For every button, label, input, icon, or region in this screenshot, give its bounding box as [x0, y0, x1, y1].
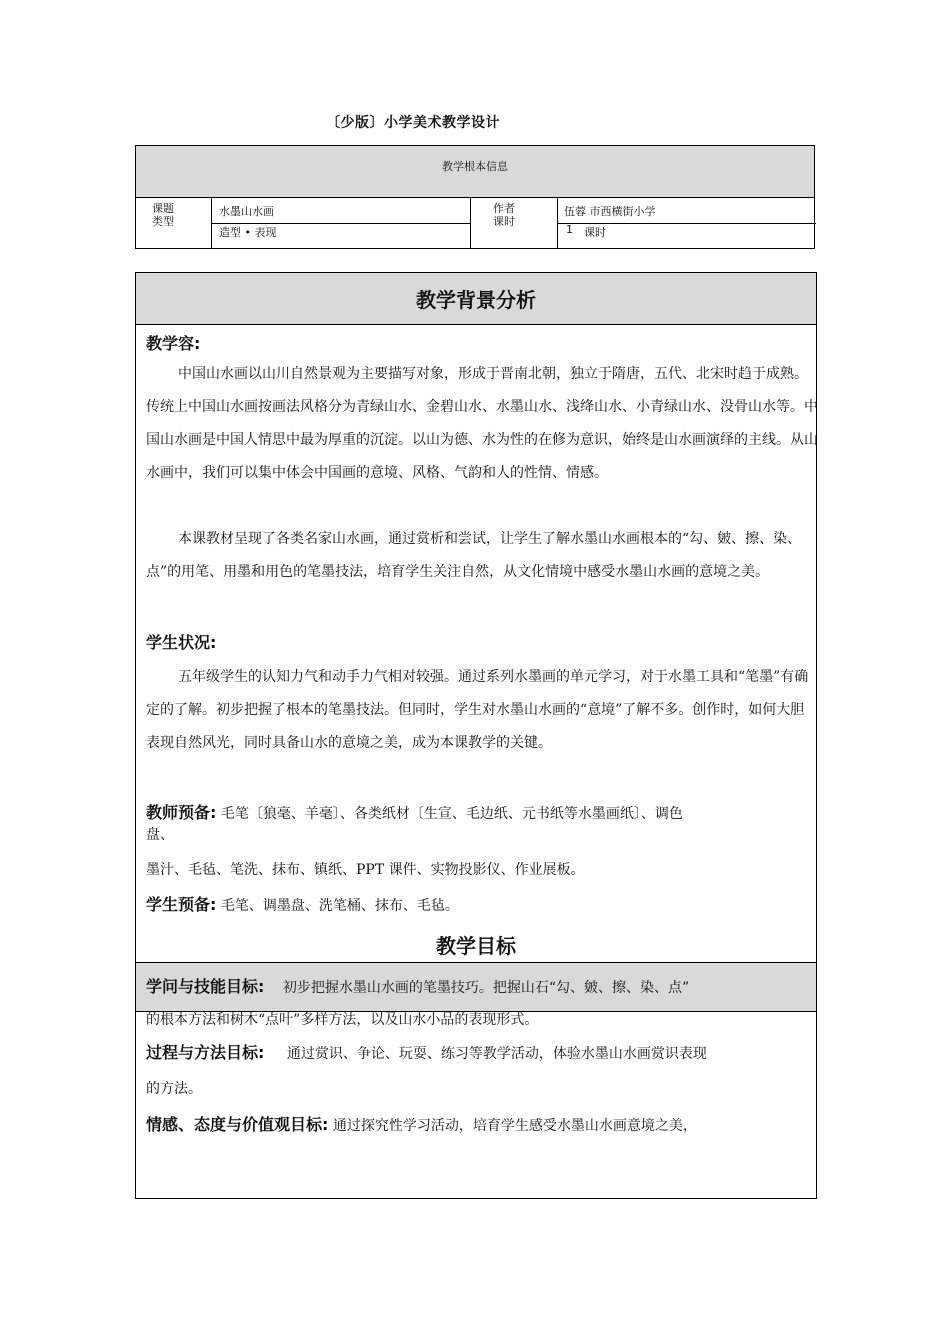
students-paragraph: 五年级学生的认知力气和动手力气相对较强。通过系列水墨画的单元学习，对于水墨工具和“笔墨”有确定的了解。初步把握了根本的笔墨技法。但同时，学生对水墨山水画的“意境”了解不多。创作时，如何大胆表现自然风光，同时具备山水的意境之美，成为本课教学的关键。 [146, 669, 809, 751]
student-prep-label: 学生预备: [146, 895, 217, 914]
author-value: 伍蓉 市西横街小学 [564, 205, 656, 218]
period-count: 1 [566, 223, 573, 236]
type-label: 类型 [152, 215, 174, 228]
emotion-goal [146, 1112, 697, 1135]
info-table [135, 145, 815, 249]
teacher-prep-line-2: 墨汁、毛毡、笔洗、抹布、镇纸、PPT 课件、实物投影仪、作业展板。 [146, 862, 585, 878]
process-goal-line-1: 通过赏识、争论、玩耍、练习等教学活动，体验水墨山水画赏识表现 [286, 1046, 707, 1062]
teacher-prep-line-1: 毛笔〔狼毫、羊毫〕、各类纸材〔生宣、毛边纸、元书纸等水墨画纸〕、调色 [220, 806, 683, 822]
knowledge-goal [146, 974, 689, 997]
student-prep [146, 892, 459, 915]
type-value: 造型 • 表现 [219, 226, 277, 239]
topic-label: 课题 [152, 202, 174, 215]
content-label: 教学容: [146, 334, 201, 353]
table-divider [557, 223, 816, 224]
students-label: 学生状况: [146, 633, 217, 652]
goals-title: 教学目标 [436, 934, 516, 958]
analysis-header [136, 273, 816, 325]
knowledge-goal-line-2: 的根本方法和树木“点叶”多样方法，以及山水小品的表现形式。 [146, 1012, 539, 1028]
content-paragraph-1: 中国山水画以山川自然景观为主要描写对象，形成于晋南北朝，独立于隋唐，五代、北宋时趋于成熟。传统上中国山水画按画法风格分为青绿山水、金碧山水、水墨山水、浅绛山水、小青绿山水、没骨山水等。中国山水画是中国人情思中最为厚重的沉淀。以山为德、水为性的在修为意识，始终是山水画演绎的主线。从山水画中，我们可以集中体会中国画的意境、风格、气韵和人的性情、情感。 [146, 366, 818, 481]
knowledge-goal-line-1: 初步把握水墨山水画的笔墨技巧。把握山石“勾、皴、擦、染、点” [282, 980, 690, 996]
process-goal-label: 过程与方法目标: [146, 1043, 265, 1062]
analysis-section [135, 272, 817, 1199]
info-table-header-label: 教学根本信息 [442, 160, 508, 173]
period-label: 课时 [493, 215, 515, 228]
emotion-goal-label: 情感、态度与价值观目标: [146, 1115, 329, 1134]
topic-value: 水墨山水画 [219, 205, 274, 218]
document-title: 〔少版〕小学美术教学设计 [326, 115, 500, 131]
emotion-goal-line-1: 通过探究性学习活动，培育学生感受水墨山水画意境之美， [332, 1118, 697, 1134]
content-paragraph-2: 本课教材呈现了各类名家山水画，通过赏析和尝试，让学生了解水墨山水画根本的“勾、皴、擦、染、点”的用笔、用墨和用色的笔墨技法，培育学生关注自然，从文化情境中感受水墨山水画的意境之美。 [146, 531, 802, 580]
info-table-header [136, 146, 814, 198]
teacher-prep [146, 800, 683, 823]
process-goal [146, 1040, 707, 1063]
analysis-title: 教学背景分析 [416, 288, 536, 312]
table-divider [211, 223, 470, 224]
table-divider [470, 198, 471, 248]
teacher-prep-line-1b: 盘、 [146, 827, 174, 843]
student-prep-text: 毛笔、调墨盘、洗笔桶、抹布、毛毡。 [220, 898, 459, 914]
knowledge-goal-label: 学问与技能目标: [146, 977, 265, 996]
author-label: 作者 [493, 202, 515, 215]
period-unit: 课时 [584, 226, 606, 239]
process-goal-line-2: 的方法。 [146, 1081, 202, 1097]
teacher-prep-label: 教师预备: [146, 803, 217, 822]
